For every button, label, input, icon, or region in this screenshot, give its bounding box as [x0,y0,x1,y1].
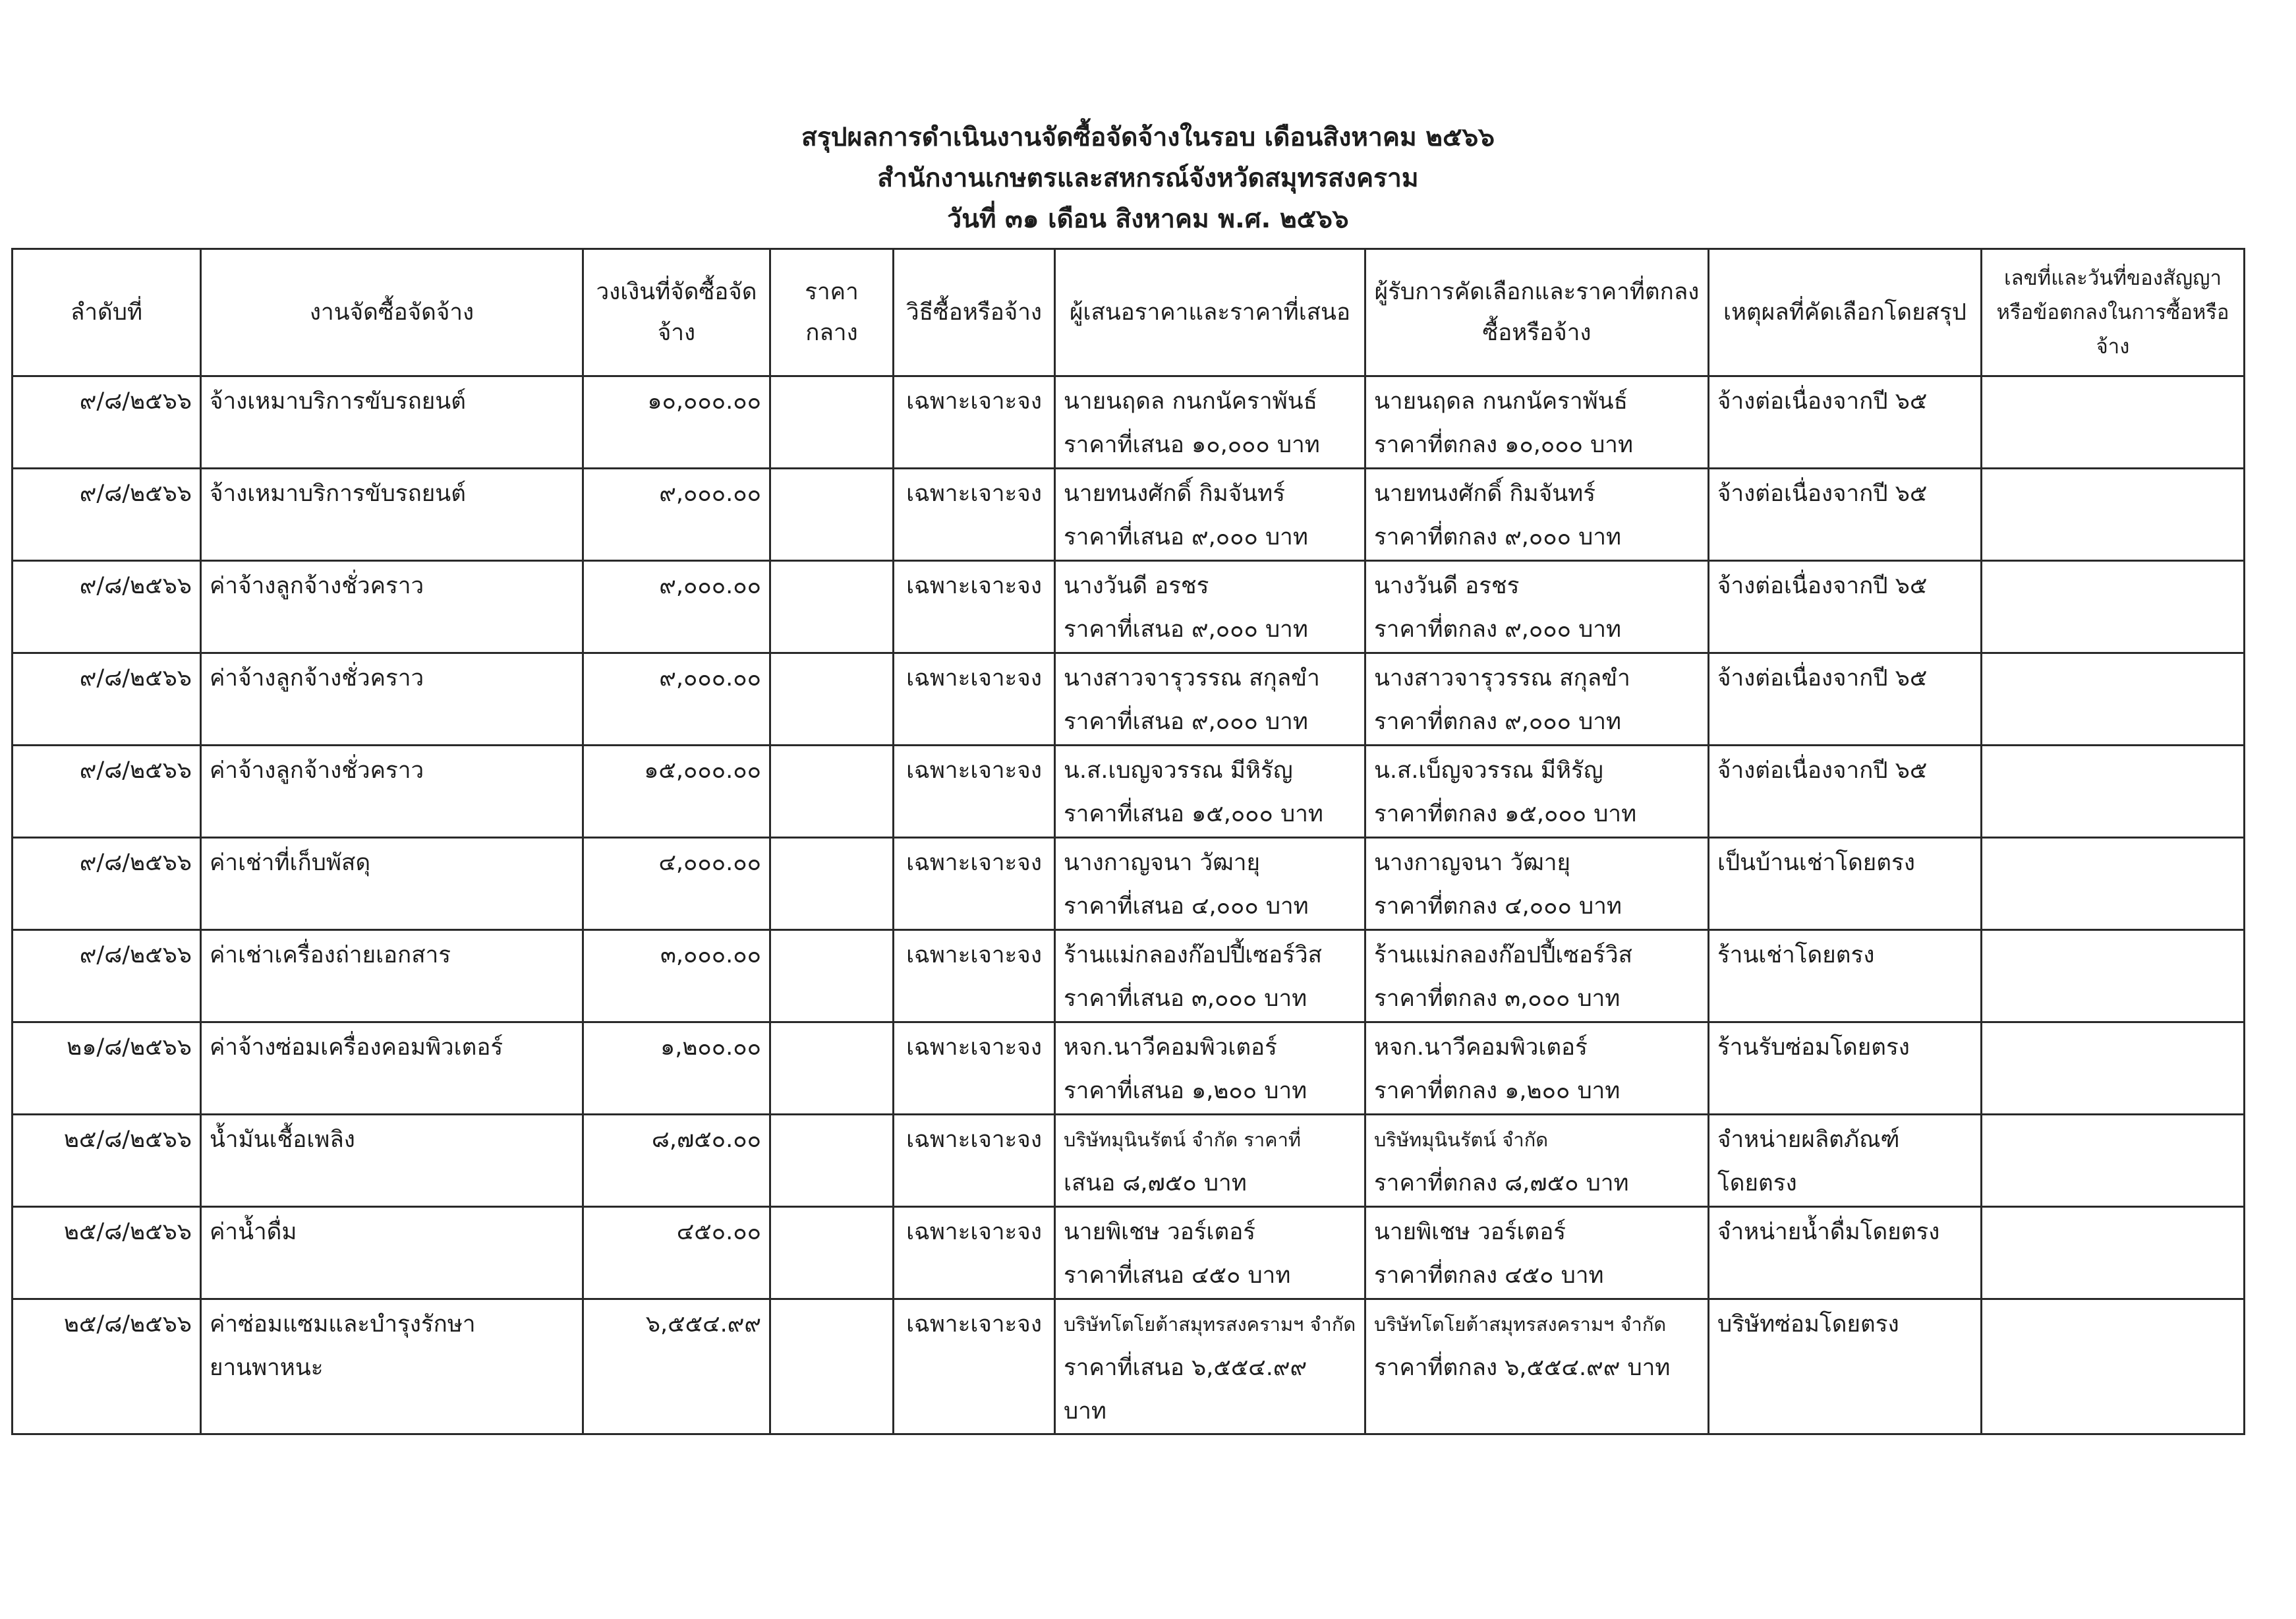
budget-cell [583,653,770,746]
contract-cell [1982,930,2245,1022]
reason-text: บริษัทซ่อมโดยตรง [1717,1311,1899,1338]
reason-cell [1709,561,1982,653]
bidder-cell [1055,376,1365,469]
office-name: สำนักงานเกษตรและสหกรณ์จังหวัดสมุทรสงคราม [877,163,1419,193]
agreed-price: ราคาที่ตกลง ๘,๗๕๐ บาท [1374,1170,1629,1196]
budget-text: ๑,๒๐๐.๐๐ [660,1034,761,1061]
budget-text: ๖,๕๕๔.๙๙ [645,1311,761,1338]
method-cell [894,838,1055,930]
bid-price: เสนอ ๘,๗๕๐ บาท [1064,1170,1247,1196]
median-price-cell [770,561,894,653]
median-price-cell [770,1022,894,1115]
table-row [13,930,2245,1022]
header-cell: เหตุผลที่คัดเลือกโดยสรุป [1709,249,1982,376]
budget-cell [583,1299,770,1434]
winner-name: นางวันดี อรชร [1374,573,1520,599]
reason-cell [1709,1299,1982,1434]
header-cell: ผู้รับการคัดเลือกและราคาที่ตกลงซื้อหรือจ้าง [1365,249,1709,376]
winner-name: นายพิเชษ วอร์เตอร์ [1374,1219,1566,1245]
bidder-cell [1055,1299,1365,1434]
reason-cell [1709,1207,1982,1299]
budget-text: ๘,๗๕๐.๐๐ [651,1127,761,1153]
method-cell [894,1299,1055,1434]
budget-cell [583,838,770,930]
table-row [13,1299,2245,1434]
bidder-cell [1055,746,1365,838]
method-cell [894,746,1055,838]
winner-cell [1365,1207,1709,1299]
bid-price: ราคาที่เสนอ ๔๕๐ บาท [1064,1262,1291,1289]
agreed-price: ราคาที่ตกลง ๑๐,๐๐๐ บาท [1374,432,1634,458]
median-price-cell [770,1207,894,1299]
bid-price: ราคาที่เสนอ ๙,๐๐๐ บาท [1064,524,1308,550]
contract-cell [1982,653,2245,746]
table-row [13,746,2245,838]
bidder-name: นางกาญจนา วัฒายุ [1064,850,1260,876]
budget-cell [583,930,770,1022]
bidder-name: นางวันดี อรชร [1064,573,1209,599]
date-cell [13,1299,201,1434]
bidder-name: นางสาวจารุวรรณ สกุลขำ [1064,665,1320,692]
item-cell [201,1299,583,1434]
date-text: ๒๕/๘/๒๕๖๖ [63,1219,192,1245]
date-cell [13,376,201,469]
date-cell [13,1115,201,1207]
method-text: เฉพาะเจาะจง [906,1034,1042,1061]
budget-text: ๙,๐๐๐.๐๐ [659,665,761,692]
item-text: จ้างเหมาบริการขับรถยนต์ [210,388,466,415]
winner-cell [1365,838,1709,930]
date-cell [13,653,201,746]
report-date: วันที่ ๓๑ เดือน สิงหาคม พ.ศ. ๒๕๖๖ [947,204,1349,234]
item-text: ค่าจ้างลูกจ้างชั่วคราว [210,665,424,692]
item-cell [201,930,583,1022]
reason-cell [1709,838,1982,930]
method-text: เฉพาะเจาะจง [906,1219,1042,1245]
median-price-cell [770,838,894,930]
document-title: สรุปผลการดำเนินงานจัดซื้อจัดจ้างในรอบ เดือนสิงหาคม ๒๕๖๖ [801,123,1495,152]
method-cell [894,561,1055,653]
item-text: ค่าจ้างลูกจ้างชั่วคราว [210,757,424,784]
bidder-name: นายนฤดล กนกนัคราพันธ์ [1064,388,1317,415]
reason-text: จำหน่ายน้ำดื่มโดยตรง [1717,1219,1940,1245]
budget-cell [583,376,770,469]
method-text: เฉพาะเจาะจง [906,850,1042,876]
winner-cell [1365,1022,1709,1115]
header-cell: ผู้เสนอราคาและราคาที่เสนอ [1055,249,1365,376]
bidder-cell [1055,561,1365,653]
reason-text: จ้างต่อเนื่องจากปี ๖๕ [1717,388,1928,415]
bidder-name: น.ส.เบญจวรรณ มีหิรัญ [1064,757,1293,784]
date-text: ๙/๘/๒๕๖๖ [79,757,192,784]
item-text-line2: ยานพาหนะ [210,1355,324,1381]
method-text: เฉพาะเจาะจง [906,942,1042,968]
median-price-cell [770,1115,894,1207]
winner-name: นางกาญจนา วัฒายุ [1374,850,1570,876]
table-row [13,653,2245,746]
item-text: จ้างเหมาบริการขับรถยนต์ [210,481,466,507]
budget-cell [583,1115,770,1207]
reason-text: จ้างต่อเนื่องจากปี ๖๕ [1717,481,1928,507]
agreed-price: ราคาที่ตกลง ๔๕๐ บาท [1374,1262,1604,1289]
reason-text: ร้านรับซ่อมโดยตรง [1717,1034,1910,1061]
winner-name: นายนฤดล กนกนัคราพันธ์ [1374,388,1628,415]
item-cell [201,561,583,653]
date-text: ๙/๘/๒๕๖๖ [79,942,192,968]
item-text: ค่าน้ำดื่ม [210,1219,297,1245]
budget-cell [583,1207,770,1299]
date-text: ๒๕/๘/๒๕๖๖ [63,1311,192,1338]
item-cell [201,1022,583,1115]
bidder-cell [1055,469,1365,561]
contract-cell [1982,746,2245,838]
median-price-cell [770,1299,894,1434]
agreed-price: ราคาที่ตกลง ๙,๐๐๐ บาท [1374,524,1622,550]
date-text: ๙/๘/๒๕๖๖ [79,573,192,599]
contract-cell [1982,561,2245,653]
method-text: เฉพาะเจาะจง [906,1311,1042,1338]
item-text: ค่าจ้างซ่อมเครื่องคอมพิวเตอร์ [210,1034,503,1061]
item-text: ค่าเช่าเครื่องถ่ายเอกสาร [210,942,451,968]
table-row [13,838,2245,930]
item-cell [201,1115,583,1207]
agreed-price: ราคาที่ตกลง ๑๕,๐๐๐ บาท [1374,801,1637,827]
bidder-cell [1055,930,1365,1022]
method-text: เฉพาะเจาะจง [906,573,1042,599]
budget-cell [583,469,770,561]
header-cell: ราคากลาง [770,249,894,376]
reason-cell [1709,930,1982,1022]
reason-cell [1709,746,1982,838]
header-cell: ลำดับที่ [13,249,201,376]
date-text: ๙/๘/๒๕๖๖ [79,850,192,876]
table-row [13,376,2245,469]
document-title-block [0,117,2296,240]
winner-cell [1365,561,1709,653]
reason-cell [1709,653,1982,746]
contract-cell [1982,376,2245,469]
header-cell: วงเงินที่จัดซื้อจัดจ้าง [583,249,770,376]
agreed-price: ราคาที่ตกลง ๙,๐๐๐ บาท [1374,709,1622,735]
table-row [13,1207,2245,1299]
date-text: ๒๕/๘/๒๕๖๖ [63,1127,192,1153]
item-cell [201,469,583,561]
budget-text: ๙,๐๐๐.๐๐ [659,573,761,599]
method-cell [894,653,1055,746]
budget-cell [583,561,770,653]
bidder-name: นายพิเชษ วอร์เตอร์ [1064,1219,1256,1245]
contract-cell [1982,1115,2245,1207]
budget-text: ๑๐,๐๐๐.๐๐ [647,388,761,415]
table-row [13,1022,2245,1115]
winner-name: น.ส.เบ็ญจวรรณ มีหิรัญ [1374,757,1603,784]
date-cell [13,1022,201,1115]
date-cell [13,930,201,1022]
bidder-name: บริษัทโตโยต้าสมุทรสงครามฯ จำกัด [1064,1313,1356,1336]
bidder-cell [1055,1022,1365,1115]
median-price-cell [770,746,894,838]
winner-name: หจก.นาวีคอมพิวเตอร์ [1374,1034,1588,1061]
date-text: ๙/๘/๒๕๖๖ [79,665,192,692]
winner-name: นางสาวจารุวรรณ สกุลขำ [1374,665,1630,692]
item-text: ค่าเช่าที่เก็บพัสดุ [210,850,371,876]
agreed-price: ราคาที่ตกลง ๔,๐๐๐ บาท [1374,893,1622,920]
bid-price: ราคาที่เสนอ ๙,๐๐๐ บาท [1064,709,1308,735]
winner-name: ร้านแม่กลองก๊อปปี้เซอร์วิส [1374,942,1632,968]
item-cell [201,1207,583,1299]
median-price-cell [770,469,894,561]
bidder-name: ร้านแม่กลองก๊อปปี้เซอร์วิส [1064,942,1322,968]
date-text: ๙/๘/๒๕๖๖ [79,481,192,507]
bidder-name: หจก.นาวีคอมพิวเตอร์ [1064,1034,1277,1061]
date-cell [13,561,201,653]
winner-cell [1365,1115,1709,1207]
bidder-name: บริษัทมุนินรัตน์ จำกัด ราคาที่ [1064,1129,1301,1151]
table-row [13,469,2245,561]
bid-price: ราคาที่เสนอ ๑๕,๐๐๐ บาท [1064,801,1323,827]
method-cell [894,1115,1055,1207]
contract-cell [1982,469,2245,561]
method-cell [894,1207,1055,1299]
reason-text: ร้านเช่าโดยตรง [1717,942,1875,968]
budget-cell [583,1022,770,1115]
header-cell: เลขที่และวันที่ของสัญญาหรือข้อตกลงในการซื้อหรือจ้าง [1982,249,2245,376]
item-cell [201,746,583,838]
budget-text: ๙,๐๐๐.๐๐ [659,481,761,507]
contract-cell [1982,1022,2245,1115]
method-text: เฉพาะเจาะจง [906,1127,1042,1153]
median-price-cell [770,930,894,1022]
contract-cell [1982,1207,2245,1299]
bid-price: ราคาที่เสนอ ๑๐,๐๐๐ บาท [1064,432,1320,458]
method-cell [894,376,1055,469]
budget-text: ๔๕๐.๐๐ [676,1219,761,1245]
header-cell: งานจัดซื้อจัดจ้าง [201,249,583,376]
reason-text: จำหน่ายผลิตภัณฑ์โดยตรง [1717,1127,1900,1196]
winner-cell [1365,376,1709,469]
budget-text: ๔,๐๐๐.๐๐ [658,850,761,876]
item-text: ค่าซ่อมแซมและบำรุงรักษา [210,1311,476,1338]
method-cell [894,930,1055,1022]
budget-text: ๓,๐๐๐.๐๐ [660,942,761,968]
item-cell [201,376,583,469]
bidder-cell [1055,1207,1365,1299]
bid-price: ราคาที่เสนอ ๙,๐๐๐ บาท [1064,616,1308,643]
method-text: เฉพาะเจาะจง [906,481,1042,507]
table-row [13,1115,2245,1207]
median-price-cell [770,376,894,469]
winner-cell [1365,930,1709,1022]
bid-price: ราคาที่เสนอ ๓,๐๐๐ บาท [1064,986,1307,1012]
method-cell [894,469,1055,561]
winner-name: บริษัทมุนินรัตน์ จำกัด [1374,1129,1549,1151]
reason-text: จ้างต่อเนื่องจากปี ๖๕ [1717,573,1928,599]
winner-name: บริษัทโตโยต้าสมุทรสงครามฯ จำกัด [1374,1313,1667,1336]
bid-price: ราคาที่เสนอ ๔,๐๐๐ บาท [1064,893,1309,920]
bidder-cell [1055,1115,1365,1207]
bidder-cell [1055,838,1365,930]
winner-cell [1365,469,1709,561]
bid-price: ราคาที่เสนอ ๑,๒๐๐ บาท [1064,1078,1307,1104]
reason-cell [1709,1115,1982,1207]
item-cell [201,653,583,746]
contract-cell [1982,1299,2245,1434]
date-text: ๙/๘/๒๕๖๖ [79,388,192,415]
method-cell [894,1022,1055,1115]
method-text: เฉพาะเจาะจง [906,388,1042,415]
method-text: เฉพาะเจาะจง [906,757,1042,784]
date-cell [13,746,201,838]
date-text: ๒๑/๘/๒๕๖๖ [67,1034,192,1061]
reason-cell [1709,376,1982,469]
item-text: น้ำมันเชื้อเพลิง [210,1127,355,1153]
bidder-name: นายทนงศักดิ์ กิมจันทร์ [1064,481,1286,507]
agreed-price: ราคาที่ตกลง ๓,๐๐๐ บาท [1374,986,1621,1012]
table-row [13,561,2245,653]
winner-name: นายทนงศักดิ์ กิมจันทร์ [1374,481,1596,507]
item-text: ค่าจ้างลูกจ้างชั่วคราว [210,573,424,599]
agreed-price: ราคาที่ตกลง ๖,๕๕๔.๙๙ บาท [1374,1355,1671,1381]
item-cell [201,838,583,930]
date-cell [13,469,201,561]
date-cell [13,838,201,930]
winner-cell [1365,1299,1709,1434]
method-text: เฉพาะเจาะจง [906,665,1042,692]
budget-cell [583,746,770,838]
bid-price: ราคาที่เสนอ ๖,๕๕๔.๙๙ บาท [1064,1355,1307,1425]
reason-cell [1709,1022,1982,1115]
winner-cell [1365,746,1709,838]
date-cell [13,1207,201,1299]
budget-text: ๑๕,๐๐๐.๐๐ [644,757,761,784]
header-cell: วิธีซื้อหรือจ้าง [894,249,1055,376]
median-price-cell [770,653,894,746]
bidder-cell [1055,653,1365,746]
contract-cell [1982,838,2245,930]
reason-text: จ้างต่อเนื่องจากปี ๖๕ [1717,665,1928,692]
reason-text: จ้างต่อเนื่องจากปี ๖๕ [1717,757,1928,784]
winner-cell [1365,653,1709,746]
procurement-table [11,248,2245,1435]
table-header-row [13,249,2245,376]
reason-cell [1709,469,1982,561]
agreed-price: ราคาที่ตกลง ๑,๒๐๐ บาท [1374,1078,1621,1104]
agreed-price: ราคาที่ตกลง ๙,๐๐๐ บาท [1374,616,1622,643]
reason-text: เป็นบ้านเช่าโดยตรง [1717,850,1915,876]
